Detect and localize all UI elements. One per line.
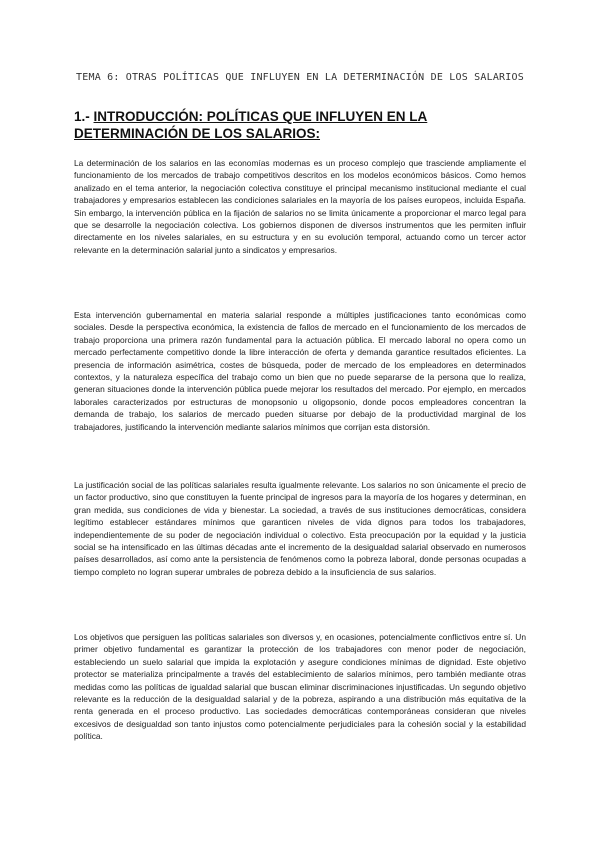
paragraph-objectives: Los objetivos que persiguen las políticas salariales son diversos y, en ocasiones, potencialmente conflictivos entre sí. Un primer objetivo fundamental es garantizar la protección de los trabajadores con menor poder de negociación, estableciendo un suelo salarial que impida la explotación y asegure condiciones mínimas de dignidad. Este objetivo protector se materializa principalmente a través del establecimiento de salarios mínimos, pero también mediante otras medidas como las políticas de igualdad salarial que buscan eliminar discriminaciones injustificadas. Un segundo objetivo relevante es la reducción de la desigualdad salarial y de la pobreza, aspirando a una distribución más equitativa de la renta generada en el proceso productivo. Las sociedades democráticas contemporáneas consideran que niveles excesivos de desigualdad son tanto injustos como potencialmente perjudiciales para la cohesión social y la estabilidad política.: [74, 632, 526, 742]
section-heading: [74, 108, 529, 142]
paragraph-economic-justification: Esta intervención gubernamental en materia salarial responde a múltiples justificaciones tanto económicas como sociales. Desde la perspectiva económica, la existencia de fallos de mercado en el funcionamiento de los mercados de trabajo proporciona una primera razón fundamental para la actuación pública. El mercado laboral no opera como un mercado perfectamente competitivo donde la libre interacción de oferta y demanda garantice resultados eficientes. La presencia de información asimétrica, costes de búsqueda, poder de mercado de los empleadores en determinados contextos, y la naturaleza específica del trabajo como un bien que no puede separarse de la persona que lo realiza, generan situaciones donde la intervención pública puede mejorar los resultados del mercado. Por ejemplo, en mercados laborales caracterizados por estructuras de monopsonio u oligopsonio, donde pocos empleadores concentran la demanda de trabajo, los salarios de mercado pueden situarse por debajo de la productividad marginal de los trabajadores, justificando la intervención mediante salarios mínimos que corrijan esta distorsión.: [74, 310, 526, 432]
paragraph-introduction: La determinación de los salarios en las economías modernas es un proceso complejo que trasciende ampliamente el funcionamiento de los mercados de trabajo competitivos descritos en los modelos económicos básicos. Como hemos analizado en el tema anterior, la negociación colectiva constituye el principal mecanismo institucional mediante el cual trabajadores y empresarios establecen las condiciones salariales en la mayoría de los países europeos, incluida España. Sin embargo, la intervención pública en la fijación de salarios no se limita únicamente a proporcionar el marco legal para que se desarrolle la negociación colectiva. Los gobiernos disponen de diversos instrumentos que les permiten influir directamente en los niveles salariales, en su estructura y en su evolución temporal, actuando como un tercer actor relevante en la determinación salarial junto a sindicatos y empresarios.: [74, 158, 526, 255]
paragraph-social-justification: La justificación social de las políticas salariales resulta igualmente relevante. Los salarios no son únicamente el precio de un factor productivo, sino que constituyen la fuente principal de ingresos para la mayoría de los hogares y determinan, en gran medida, sus condiciones de vida y bienestar. La sociedad, a través de sus instituciones democráticas, considera legítimo establecer estándares mínimos que garanticen niveles de vida dignos para todos los trabajadores, independientemente de su poder de negociación individual o colectivo. Esta preocupación por la equidad y la justicia social se ha intensificado en las últimas décadas ante el incremento de la desigualdad salarial observado en numerosos países desarrollados, así como ante la persistencia de fenómenos como la pobreza laboral, donde personas ocupadas a tiempo completo no logran superar umbrales de pobreza debido a la insuficiencia de sus salarios.: [74, 480, 526, 577]
document-title: TEMA 6: OTRAS POLÍTICAS QUE INFLUYEN EN LA DETERMINACIÓN DE LOS SALARIOS: [76, 72, 524, 83]
section-number: 1.-: [74, 109, 90, 124]
section-heading-text: INTRODUCCIÓN: POLÍTICAS QUE INFLUYEN EN LA DETERMINACIÓN DE LOS SALARIOS:: [74, 109, 428, 141]
